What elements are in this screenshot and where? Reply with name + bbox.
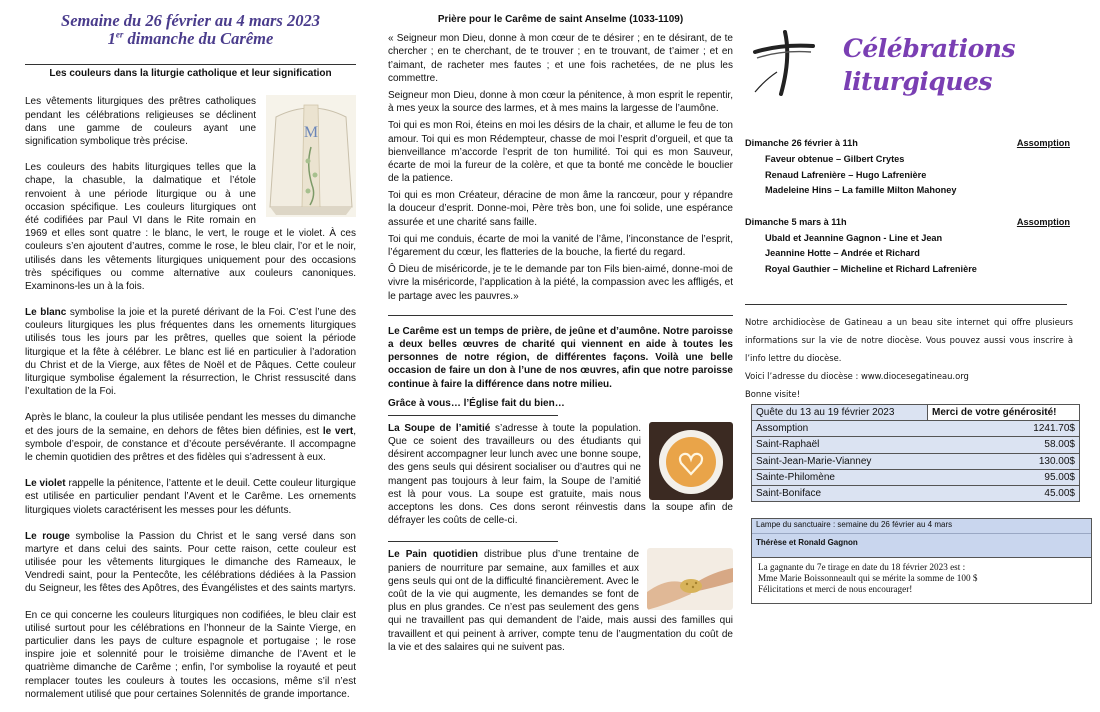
parish-name: Saint-Boniface <box>756 487 822 499</box>
parish-name: Assomption <box>756 423 809 435</box>
lent-charity-appeal: Le Carême est un temps de prière, de jeûne et d’aumône. Notre paroisse a deux belles œuvres de charité qui viennent en aide à toutes les personnes de notre région, de différentes façons. Voilà une belle occasion de faire un don à l’une de nos œuvres, afin que notre paroisse continue à faire la différence dans notre milieu. <box>388 325 733 390</box>
parish-amount: 1241.70$ <box>1033 423 1075 435</box>
collection-thanks: Merci de votre générosité! <box>928 405 1080 421</box>
divider <box>745 304 1067 305</box>
other-colors-paragraph: En ce qui concerne les couleurs liturgiques non codifiées, le bleu clair est utilisé surtout pour les célébrations en l’honneur de la Sainte Vierge, en particulier dans les pays de culture espagnole et portugaise ; le rose inspire joie et solennité pour le troisième dimanche de l’Avent et le quatrième dimanche de Carême ; enfin, l’or symbolise la royauté et peut remplacer toutes les couleurs à toutes les occasions, même s’il n’est normalement utilisé que pour certaines Solennités de grande importance. <box>25 609 356 700</box>
sunday-title: 1er dimanche du Carême <box>107 29 274 49</box>
mass-intention: Ubald et Jeannine Gagnon - Line et Jean <box>765 232 943 243</box>
pain-quotidien-section <box>388 548 733 654</box>
mass-header: Dimanche 5 mars à 11h Assomption <box>745 216 1070 227</box>
collection-header-row <box>752 405 1080 421</box>
thanks-line: Grâce à vous… l’Église fait du bien… <box>388 397 565 409</box>
divider <box>388 315 733 316</box>
mass-intention: Royal Gauthier – Micheline et Richard Lafrenière <box>765 263 977 274</box>
column-prayer-charity <box>388 0 733 654</box>
winner-line: Félicitations et merci de nous encourager! <box>758 584 913 594</box>
winner-line: La gagnante du 7e tirage en date du 18 février 2023 est : <box>758 562 966 572</box>
draw-winner <box>752 557 1091 599</box>
week-dates: Semaine du 26 février au 4 mars 2023 <box>61 11 320 30</box>
color-white-paragraph: Le blanc symbolise la joie et la pureté dérivant de la Foi. C’est l’une des couleurs liturgiques les plus fréquentes dans les ornements liturgiques utilisés tous les jours par les prêtres, quelles que soient la période liturgique et la fête à célébrer. Le blanc est lié en particulier à l’adoration du Christ et de la Vierge, aux fêtes de Noël et de Pâques. Cette couleur liturgique symbolise également la résurrection, le Christ ressuscité dans l’exultation de la Foi. <box>25 307 356 398</box>
prayer-text <box>388 32 733 303</box>
collection-table <box>751 404 1080 502</box>
svg-text:M: M <box>303 124 319 142</box>
colors-intro: Les vêtements liturgiques des prêtres catholiques pendant les célébrations religieuses se déclinent dans une gamme de couleurs ayant une signification symbolique très précise. <box>25 96 256 148</box>
parish-name: Saint-Jean-Marie-Vianney <box>756 455 872 467</box>
pain-paragraph: Le Pain quotidien distribue plus d’une trentaine de paniers de nourriture par semaine, aux familles et aux gens seuls qui ont de la difficulté financièrement. Avec le coût de la vie qui augmente, les demandes se font de plus en plus grandes. Ce n’est pas seulement des gens qui ne travaillent pas qui demandent de l’aide, mais aussi des familles qui travaillent et qui peinent à arriver, compte tenu de l’augmentation du coût de la vie et des salaires qui ne suivent pas. <box>388 549 733 653</box>
parish-amount: 95.00$ <box>1044 471 1075 483</box>
soupe-amitie-section <box>388 422 733 528</box>
divider <box>388 415 558 416</box>
table-row <box>752 485 1080 501</box>
color-violet-paragraph: Le violet rappelle la pénitence, l’attente et le deuil. Cette couleur liturgique est utilisée en particulier pendant l’Avent et le Carême. Les ornements liturgiques violets caractérisent les messes pour les défunts. <box>25 478 356 516</box>
prayer-title: Prière pour le Carême de saint Anselme (1033-1109) <box>437 14 684 25</box>
bread-hands-image <box>647 548 733 610</box>
colors-heading: Les couleurs dans la liturgie catholique et leur signification <box>25 64 356 80</box>
lampe-title: Lampe du sanctuaire : semaine du 26 février au 4 mars <box>752 519 1091 533</box>
colors-codification: Les couleurs des habits liturgiques telles que la chape, la chasuble, la dalmatique et l’étole renvoient à une période liturgique ou à une occasion spécifique. Les couleurs liturgiques ont été codifiées par Paul VI dans le Rite romain en 1969 et elles sont quatre : le blanc, le vert, le rouge et le violet. À ces couleurs s’en ajoutent d’autres, comme le rose, le bleu clair, l’or et le noir, utilisés dans les vêtements liturgiques uniquement pour des occasions très spécifiques ou comme alternative aux couleurs canoniques. Examinons-les un à la fois. <box>25 162 356 292</box>
prayer-stanza: « Seigneur mon Dieu, donne à mon cœur de te désirer ; en te désirant, de te chercher ; en te cherchant, de te trouver ; en te trouvant, de t’aimer ; et en t’aimant, de racheter mes fautes ; et une fois rachetées, de ne plus les commettre. <box>388 33 733 84</box>
prayer-stanza: Toi qui es mon Créateur, déracine de mon âme la rancœur, pour y répandre la douceur d’esprit. Donne-moi, Père très bon, une foi solide, une espérance assurée et une charité sans faille. <box>388 190 733 228</box>
winner-line: Mme Marie Boissonneault qui se mérite la somme de 100 $ <box>758 573 978 583</box>
table-row <box>752 437 1080 453</box>
celebrations-title: Célébrations liturgiques <box>843 34 1016 96</box>
diocese-info-text: Notre archidiocèse de Gatineau a un beau site internet qui offre plusieurs informations sur la vie de notre diocèse. Vous pouvez aussi vous inscrire à l’info lettre du diocèse. <box>745 317 1073 364</box>
bulletin-week-title <box>25 12 356 48</box>
color-green-paragraph: Après le blanc, la couleur la plus utilisée pendant les messes du dimanche et des jours de la semaine, en dehors de fêtes bien définies, est le vert, symbole d’espoir, de constance et d’écoute persévérante. Il accompagne le chemin quotidien des prêtres et des fidèles qui s’adressent à eux. <box>25 412 357 463</box>
parish-amount: 130.00$ <box>1038 455 1075 467</box>
mass-intentions <box>745 137 1095 277</box>
diocese-info <box>745 313 1095 403</box>
prayer-stanza: Toi qui es mon Roi, éteins en moi les désirs de la chair, et allume le feu de ton amour. Toi qui es mon Rédempteur, chasse de moi l’esprit d’orgueil, et que ta bienveillance m’accorde l’esprit de ton humilité. Toi qui es mon Sauveur, écarte de moi la fureur de la colère, et que ta bonté me concède le bouclier de la patience. <box>388 120 733 185</box>
lampe-names: Thérèse et Ronald Gagnon <box>752 533 1091 557</box>
chasuble-vestment-image <box>266 95 356 217</box>
mass-intention: Faveur obtenue – Gilbert Crytes <box>765 154 905 165</box>
table-row <box>752 421 1080 437</box>
colors-article <box>25 95 356 701</box>
parish-name: Sainte-Philomène <box>756 471 835 483</box>
table-row <box>752 453 1080 469</box>
mass-intention-list <box>745 231 1070 278</box>
soupe-paragraph: La Soupe de l’amitié s’adresse à toute la population. Que ce soient des travailleurs ou des étudiants qui désirent accompagner leur lunch avec une bonne soupe, des gens seuls qui désirent socialiser ou d’autres qui ne mangent pas toujours à leur faim, la Soupe de l’amitié est là pour vous. La soupe est gratuite, mais nous acceptons les dons. Ces dons seront réinvestis dans la soupe afin de défrayer les coûts de celle-ci. <box>388 422 733 527</box>
table-row <box>752 469 1080 485</box>
mass-intention: Jeannine Hotte – Andrée et Richard <box>765 248 920 259</box>
parish-name: Saint-Raphaël <box>756 439 820 451</box>
column-liturgical-colors <box>25 0 356 701</box>
celebrations-header <box>745 0 1095 100</box>
prayer-stanza: Toi qui me conduis, écarte de moi la vanité de l’âme, l’inconstance de l’esprit, l’égarement du cœur, les flatteries de la bouche, la fierté du regard. <box>388 233 733 258</box>
mass-header: Dimanche 26 février à 11h Assomption <box>745 138 1070 148</box>
color-red-paragraph: Le rouge symbolise la Passion du Christ et le sang versé dans son martyre et dans celui des saints. Pour cette raison, cette couleur est utilisée pour les vêtements liturgiques le dimanche des Rameaux, le Vendredi saint, pour la Pentecôte, les célébrations dédiées à la Passion du Seigneur, les fêtes des Apôtres, des Évangélistes et des saints martyrs. <box>25 530 356 595</box>
mass-intention: Renaud Lafrenière – Hugo Lafrenière <box>765 169 927 180</box>
lampe-box <box>751 518 1092 604</box>
prayer-stanza: Seigneur mon Dieu, donne à mon cœur la pénitence, à mon esprit le repentir, à mes yeux la source des larmes, et à mes mains la largesse de l’aumône. <box>388 89 733 115</box>
parish-amount: 58.00$ <box>1044 439 1075 451</box>
mass-intention-list <box>745 152 1070 199</box>
collection-period: Quête du 13 au 19 février 2023 <box>752 405 928 421</box>
soup-bowl-image <box>649 422 733 500</box>
cross-icon <box>751 28 819 96</box>
column-celebrations <box>745 0 1095 594</box>
divider <box>388 541 558 542</box>
diocese-goodbye: Bonne visite! <box>745 389 801 400</box>
diocese-address: Voici l’adresse du diocèse : www.diocesegatineau.org <box>745 371 969 382</box>
mass-intention: Madeleine Hins – La famille Milton Mahoney <box>765 185 957 196</box>
prayer-stanza: Ô Dieu de miséricorde, je te le demande par ton Fils bien-aimé, donne-moi de vivre la miséricorde, l’application à la piété, la compassion avec les affligés, et le partage avec les pauvres.» <box>388 264 733 302</box>
parish-amount: 45.00$ <box>1044 487 1075 499</box>
